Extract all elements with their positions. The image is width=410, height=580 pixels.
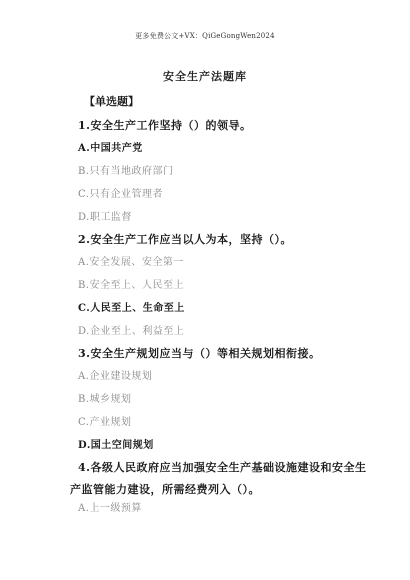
question-3-option-a: A.企业建设规划: [78, 371, 153, 382]
question-4-option-a: A.上一级预算: [78, 503, 142, 514]
question-1-option-a: A.中国共产党: [78, 143, 143, 154]
question-3-option-c: C.产业规划: [78, 417, 132, 428]
question-1-option-c: C.只有企业管理者: [78, 189, 163, 200]
question-2-option-a: A.安全发展、安全第一: [78, 257, 184, 268]
question-3: 3.安全生产规划应当与（）等相关规划相衔接。: [78, 347, 321, 360]
question-4: 4.各级人民政府应当加强安全生产基础设施建设和安全生产监管能力建设，所需经费列入（）。: [70, 461, 367, 496]
question-3-option-b: B.城乡规划: [78, 394, 132, 405]
question-2-option-d: D.企业至上、利益至上: [78, 326, 185, 337]
question-1-option-d: D.职工监督: [78, 212, 132, 223]
question-1-option-b: B.只有当地政府部门: [78, 166, 174, 177]
section-heading: 【单选题】: [84, 95, 139, 108]
watermark-text: 更多免费公文+VX：QiGeGongWen2024: [135, 32, 275, 40]
question-1: 1.安全生产工作坚持（）的领导。: [78, 119, 252, 132]
question-3-option-d: D.国土空间规划: [78, 440, 154, 451]
question-2-option-b: B.安全至上、人民至上: [78, 280, 185, 291]
page-title: 安全生产法题库: [163, 70, 247, 83]
question-2: 2.安全生产工作应当以人为本，坚持（）。: [78, 233, 292, 246]
question-2-option-c: C.人民至上、生命至上: [78, 303, 185, 314]
